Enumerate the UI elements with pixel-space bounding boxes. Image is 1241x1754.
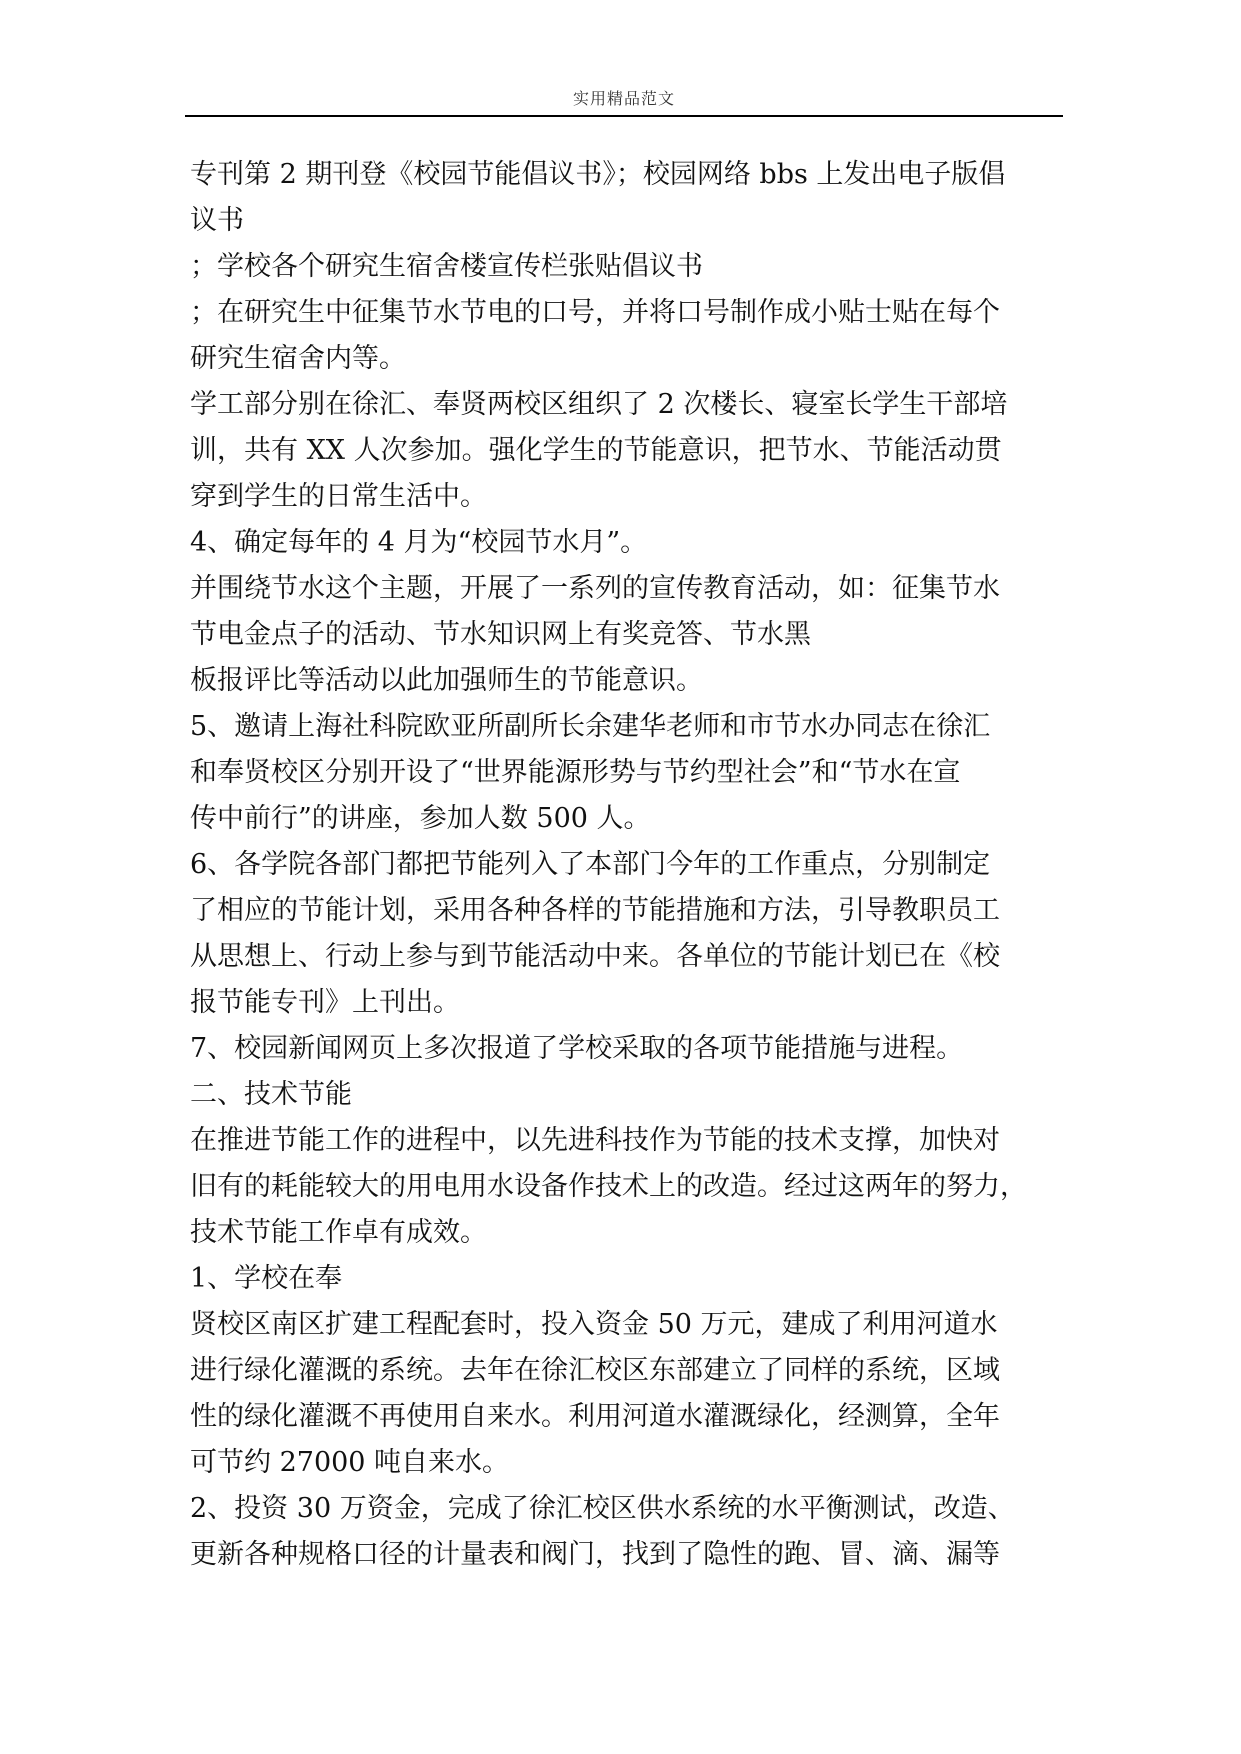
text-line: 训，共有 XX 人次参加。强化学生的节能意识，把节水、节能活动贯 [190, 435, 1002, 466]
text-line: 研究生宿舍内等。 [190, 343, 406, 374]
text-line: 旧有的耗能较大的用电用水设备作技术上的改造。经过这两年的努力， [190, 1171, 1027, 1202]
text-line: 并围绕节水这个主题，开展了一系列的宣传教育活动，如：征集节水 [190, 573, 1000, 604]
text-line: 穿到学生的日常生活中。 [190, 481, 487, 512]
text-line: 学工部分别在徐汇、奉贤两校区组织了 2 次楼长、寝室长学生干部培 [190, 389, 1008, 420]
text-line: 议书 [190, 205, 244, 236]
text-line: 专刊第 2 期刊登《校园节能倡议书》；校园网络 bbs 上发出电子版倡 [190, 159, 1006, 190]
header-divider [185, 115, 1063, 117]
text-line: 更新各种规格口径的计量表和阀门，找到了隐性的跑、冒、滴、漏等 [190, 1539, 1000, 1570]
section-heading: 二、技术节能 [190, 1079, 352, 1110]
text-line: 贤校区南区扩建工程配套时，投入资金 50 万元，建成了利用河道水 [190, 1309, 998, 1340]
text-line: 4、确定每年的 4 月为“校园节水月”。 [190, 527, 648, 558]
page-header-title: 实用精品范文 [572, 89, 675, 108]
text-line: 报节能专刊》上刊出。 [190, 987, 460, 1018]
text-line: 板报评比等活动以此加强师生的节能意识。 [190, 665, 703, 696]
text-line: 和奉贤校区分别开设了“世界能源形势与节约型社会”和“节水在宣 [190, 757, 961, 788]
text-line: 2、投资 30 万资金，完成了徐汇校区供水系统的水平衡测试，改造、 [190, 1493, 1015, 1524]
text-line: 节电金点子的活动、节水知识网上有奖竞答、节水黑 [190, 619, 811, 650]
text-line: 进行绿化灌溉的系统。去年在徐汇校区东部建立了同样的系统，区域 [190, 1355, 1000, 1386]
text-line: 从思想上、行动上参与到节能活动中来。各单位的节能计划已在《校 [190, 941, 1000, 972]
text-line: ；在研究生中征集节水节电的口号，并将口号制作成小贴士贴在每个 [190, 297, 1000, 328]
text-line: 1、学校在奉 [190, 1263, 343, 1294]
document-body [190, 152, 1070, 1578]
text-line: 6、各学院各部门都把节能列入了本部门今年的工作重点，分别制定 [190, 849, 991, 880]
text-line: ；学校各个研究生宿舍楼宣传栏张贴倡议书 [190, 251, 703, 282]
text-line: 性的绿化灌溉不再使用自来水。利用河道水灌溉绿化，经测算，全年 [190, 1401, 1000, 1432]
text-line: 在推进节能工作的进程中，以先进科技作为节能的技术支撑，加快对 [190, 1125, 1000, 1156]
text-line: 7、校园新闻网页上多次报道了学校采取的各项节能措施与进程。 [190, 1033, 964, 1064]
text-line: 可节约 27000 吨自来水。 [190, 1447, 510, 1478]
text-line: 技术节能工作卓有成效。 [190, 1217, 487, 1248]
text-line: 了相应的节能计划，采用各种各样的节能措施和方法，引导教职员工 [190, 895, 1000, 926]
text-line: 5、邀请上海社科院欧亚所副所长余建华老师和市节水办同志在徐汇 [190, 711, 991, 742]
text-line: 传中前行”的讲座，参加人数 500 人。 [190, 803, 651, 834]
